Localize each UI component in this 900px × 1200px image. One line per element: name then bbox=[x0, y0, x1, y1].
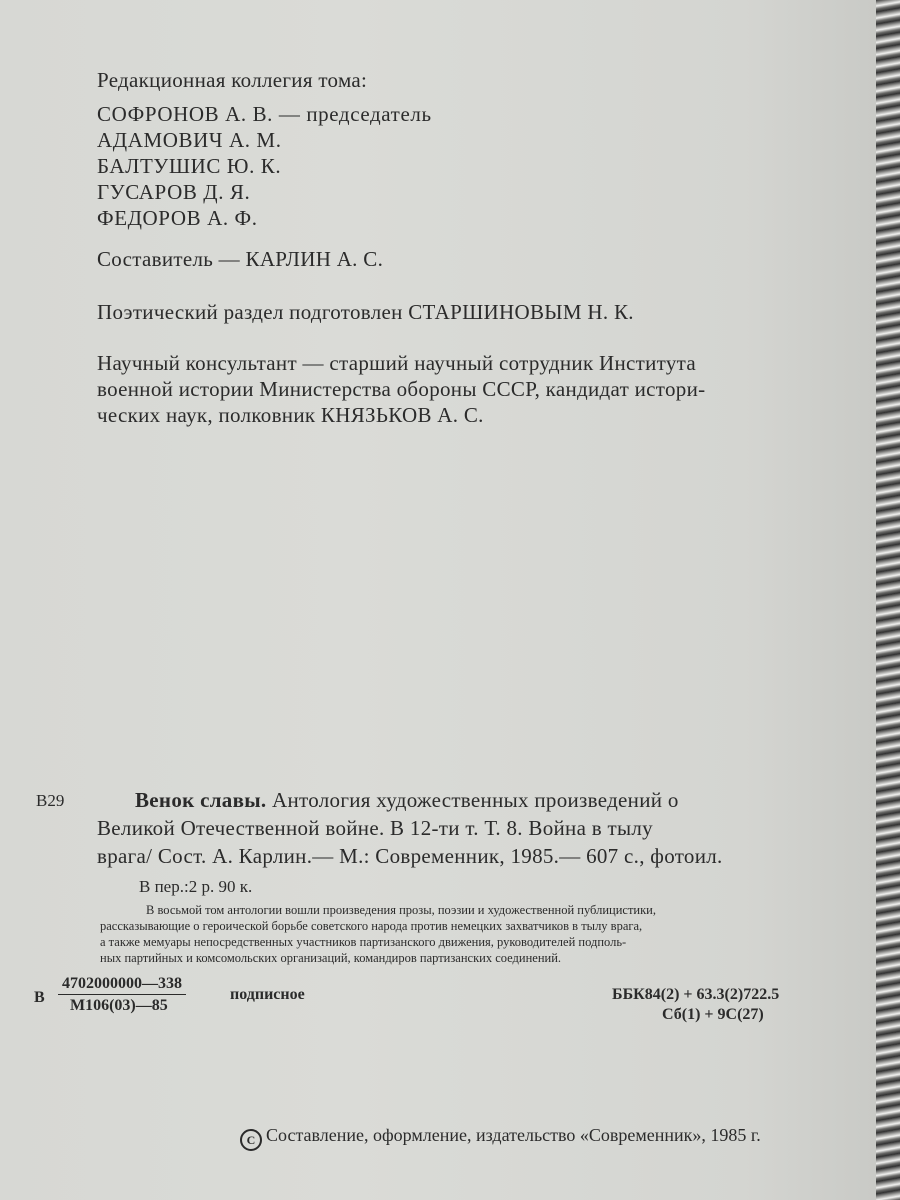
code-denominator: М106(03)—85 bbox=[70, 997, 168, 1014]
poetry-text: Поэтический раздел подготовлен СТАРШИНОВЫМ Н. К. bbox=[97, 300, 634, 324]
library-code: В29 bbox=[36, 791, 65, 810]
subscription-label: подписное bbox=[230, 986, 305, 1003]
price: В пер.:2 р. 90 к. bbox=[139, 877, 253, 896]
code-fraction bbox=[58, 975, 186, 1015]
compiler-line bbox=[97, 246, 383, 272]
code-numerator: 4702000000—338 bbox=[58, 975, 186, 995]
consultant-line: военной истории Министерства обороны СССР, кандидат истори- bbox=[97, 377, 706, 401]
annotation-line: ных партийных и комсомольских организаций, командиров партизанских соединений. bbox=[100, 951, 562, 965]
bbk-line: Сб(1) + 9С(27) bbox=[662, 1006, 764, 1023]
bib-line-3: врага/ Сост. А. Карлин.— М.: Современник, 1985.— 607 с., фотоил. bbox=[97, 844, 723, 868]
consultant-paragraph bbox=[97, 350, 705, 428]
compiler-text: Составитель — КАРЛИН А. С. bbox=[97, 247, 384, 271]
annotation-line: а также мемуары непосредственных участников партизанского движения, руководителей подполь- bbox=[100, 935, 627, 949]
consultant-line: Научный консультант — старший научный сотрудник Института bbox=[97, 351, 696, 375]
copyright-line bbox=[240, 1125, 761, 1151]
editorial-member: СОФРОНОВ А. В. — председатель bbox=[97, 102, 432, 126]
copyright-text: Составление, оформление, издательство «Современник», 1985 г. bbox=[266, 1125, 761, 1145]
book-title: Венок славы. bbox=[135, 788, 267, 812]
editorial-board bbox=[97, 67, 432, 231]
editorial-member: ГУСАРОВ Д. Я. bbox=[97, 180, 251, 204]
consultant-line: ческих наук, полковник КНЯЗЬКОВ А. С. bbox=[97, 403, 484, 427]
poetry-line bbox=[97, 299, 634, 325]
adjacent-page-edge bbox=[876, 0, 900, 1200]
editorial-member: БАЛТУШИС Ю. К. bbox=[97, 154, 282, 178]
code-prefix: В bbox=[34, 989, 45, 1006]
bib-line-1 bbox=[97, 786, 832, 814]
bib-line-2: Великой Отечественной войне. В 12-ти т. Т. 8. Война в тылу bbox=[97, 816, 653, 840]
editorial-member: АДАМОВИЧ А. М. bbox=[97, 128, 282, 152]
editorial-heading: Редакционная коллегия тома: bbox=[97, 68, 368, 92]
bib-line-1-rest: Антология художественных произведений о bbox=[272, 788, 679, 812]
editorial-member: ФЕДОРОВ А. Ф. bbox=[97, 206, 258, 230]
bbk-line: ББК84(2) + 63.3(2)722.5 bbox=[612, 986, 780, 1003]
bbk-classification bbox=[612, 985, 779, 1025]
annotation-line: В восьмой том антологии вошли произведения прозы, поэзии и художественной публицистики, bbox=[146, 903, 656, 917]
bibliographic-record bbox=[97, 786, 832, 870]
annotation-line: рассказывающие о героической борьбе советского народа против немецких захватчиков в тылу врага, bbox=[100, 919, 643, 933]
annotation bbox=[100, 902, 840, 966]
copyright-icon: С bbox=[240, 1129, 262, 1151]
